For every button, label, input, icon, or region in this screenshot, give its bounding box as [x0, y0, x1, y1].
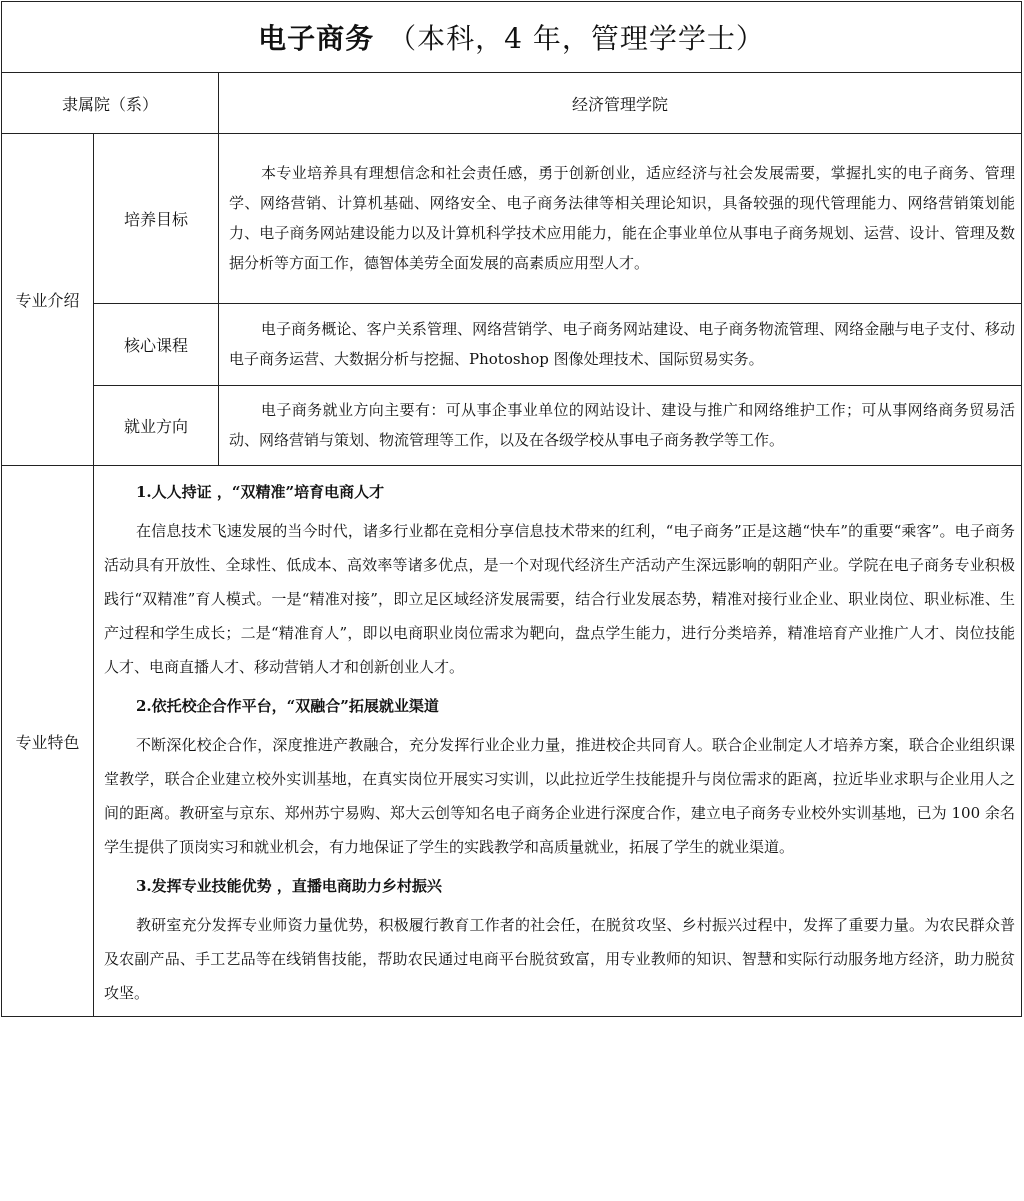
feature-text-1: 在信息技术飞速发展的当今时代，诸多行业都在竞相分享信息技术带来的红利，“电子商务”正是这趟“快车”的重要“乘客”。电子商务活动具有开放性、全球性、低成本、高效率等诸多优点，是一个对现代经济生产活动产生深远影响的朝阳产业。学院在电子商务专业积极践行“双精准”育人模式。一是“精准对接”，即立足区域经济发展需要，结合行业发展态势，精准对接行业企业、职业岗位、职业标准、生产过程和学生成长；二是“精准育人”，即以电商职业岗位需求为靶向，盘点学生能力，进行分类培养，精准培育产业推广人才、岗位技能人才、电商直播人才、移动营销人才和创新创业人才。: [104, 522, 1015, 676]
feature-text-3: 教研室充分发挥专业师资力量优势，积极履行教育工作者的社会任，在脱贫攻坚、乡村振兴过程中，发挥了重要力量。为农民群众普及农副产品、手工艺品等在线销售技能，帮助农民通过电商平台脱贫致富，用专业教师的知识、智慧和实际行动服务地方经济，助力脱贫攻坚。: [104, 916, 1015, 1002]
affiliation-label: 隶属院（系）: [2, 73, 219, 134]
employment-label: 就业方向: [94, 386, 219, 466]
core-courses-label: 核心课程: [94, 304, 219, 386]
major-info-table: [1, 1, 1022, 1017]
core-courses-cell: [219, 304, 1022, 386]
feature-heading-2: 2.依托校企合作平台，“双融合”拓展就业渠道: [136, 697, 439, 715]
major-name: 电子商务: [258, 22, 375, 55]
intro-label: 专业介绍: [2, 134, 94, 466]
features-cell: [94, 466, 1022, 1017]
employment-text: 电子商务就业方向主要有：可从事企事业单位的网站设计、建设与推广和网络维护工作；可从事网络商务贸易活动、网络营销与策划、物流管理等工作，以及在各级学校从事电子商务教学等工作。: [229, 400, 1015, 449]
affiliation-value: 经济管理学院: [219, 73, 1022, 134]
training-goal-cell: [219, 134, 1022, 304]
page-title: [2, 2, 1022, 73]
training-goal-text: 本专业培养具有理想信念和社会责任感，勇于创新创业，适应经济与社会发展需要，掌握扎实的电子商务、管理学、网络营销、计算机基础、网络安全、电子商务法律等相关理论知识，具备较强的现代管理能力、网络营销策划能力、电子商务网站建设能力以及计算机科学技术应用能力，能在企事业单位从事电子商务规划、运营、设计、管理及数据分析等方面工作，德智体美劳全面发展的高素质应用型人才。: [229, 163, 1015, 272]
training-goal-label: 培养目标: [94, 134, 219, 304]
feature-text-2: 不断深化校企合作，深度推进产教融合，充分发挥行业企业力量，推进校企共同育人。联合企业制定人才培养方案，联合企业组织课堂教学，联合企业建立校外实训基地，在真实岗位开展实习实训，以此拉近学生技能提升与岗位需求的距离，拉近毕业求职与企业用人之间的距离。教研室与京东、郑州苏宁易购、郑大云创等知名电子商务企业进行深度合作，建立电子商务专业校外实训基地，已为 100 余名学生提供了顶岗实习和就业机会，有力地保证了学生的实践教学和高质量就业，拓展了学生的就业渠道。: [104, 736, 1015, 856]
core-courses-text: 电子商务概论、客户关系管理、网络营销学、电子商务网站建设、电子商务物流管理、网络金融与电子支付、移动电子商务运营、大数据分析与挖掘、Photoshop 图像处理技术、国际贸易实务。: [229, 319, 1015, 368]
feature-heading-3: 3.发挥专业技能优势 ，直播电商助力乡村振兴: [136, 877, 442, 895]
feature-heading-1: 1.人人持证 ，“双精准”培育电商人才: [136, 483, 385, 501]
major-details: （本科，4 年，管理学学士）: [388, 22, 765, 55]
features-label: 专业特色: [2, 466, 94, 1017]
employment-cell: [219, 386, 1022, 466]
